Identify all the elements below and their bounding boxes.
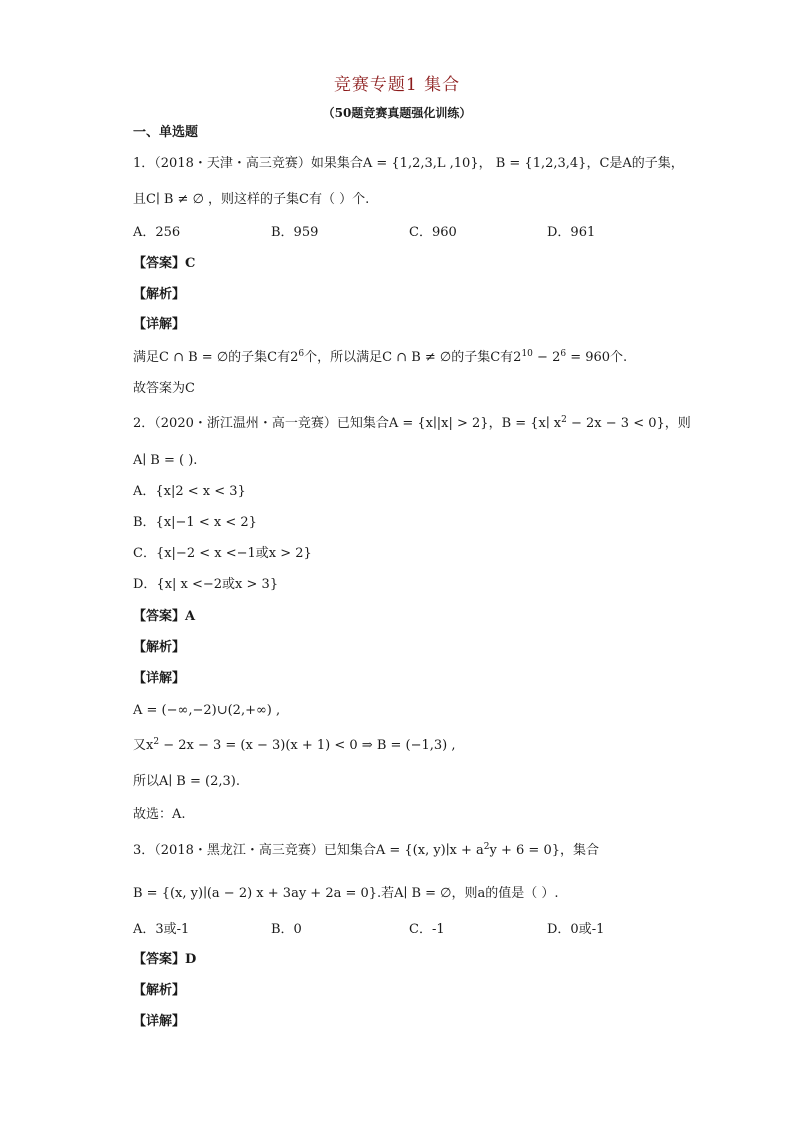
q1-stem-line2: 且C∣ B ≠ ∅ ，则这样的子集C有（ ）个. bbox=[133, 192, 370, 207]
q1-option-a: A．256 bbox=[133, 225, 181, 240]
page-subtitle: （50题竞赛真题强化训练） bbox=[322, 106, 472, 120]
q1-solution-line2: 故答案为C bbox=[133, 381, 195, 396]
q2-detail-label: 【详解】 bbox=[133, 671, 186, 686]
q2-analysis-label: 【解析】 bbox=[133, 640, 186, 655]
q3-stem-line1: 3．（2018・黑龙江・高三竞赛）已知集合A = {(x, y)∣x + $a^2y + 6 = 0$}，集合 bbox=[133, 842, 599, 858]
q2-stem-line2: A∣ B = ( ). bbox=[133, 453, 198, 468]
q3-stem-line2: B = {(x, y)∣(a − 2) x + 3ay + 2a = 0}.若A∣ B = ∅，则a的值是（ ）. bbox=[133, 886, 559, 901]
q1-stem-line1: 1．（2018・天津・高三竞赛）如果集合A = {1,2,3,L ,10}， B = {1,2,3,4}，C是A的子集， bbox=[133, 156, 684, 171]
q1-option-c: C．960 bbox=[409, 225, 457, 240]
q1-option-d: D．961 bbox=[547, 225, 596, 240]
q1-answer: 【答案】C bbox=[133, 256, 196, 271]
q1-option-b: B．959 bbox=[271, 225, 319, 240]
q2-option-c: C．{x|−2 < x <−1或x > 2} bbox=[133, 546, 312, 561]
q2-solution-line4: 故选：A. bbox=[133, 807, 186, 822]
q1-detail-label: 【详解】 bbox=[133, 317, 186, 332]
q1-analysis-label: 【解析】 bbox=[133, 287, 186, 302]
q1-solution-line1: 满足C ∩ B = ∅的子集C有$2^6$个，所以满足C ∩ B ≠ ∅的子集C有$2^{10} - 2^6 = 960$个. bbox=[133, 349, 628, 365]
q3-detail-label: 【详解】 bbox=[133, 1014, 186, 1029]
q2-solution-line3: 所以A∣ B = (2,3). bbox=[133, 774, 240, 789]
q3-option-c: C．-1 bbox=[409, 922, 445, 937]
q2-solution-line2: 又$x^2 - 2x - 3 = (x - 3)(x + 1) < 0$ ⇒ B = (−1,3) , bbox=[133, 737, 456, 753]
q2-solution-line1: A = (−∞,−2)∪(2,+∞) , bbox=[133, 703, 281, 718]
q3-option-b: B．0 bbox=[271, 922, 302, 937]
q3-option-d: D．0或-1 bbox=[547, 922, 605, 937]
q3-option-a: A．3或-1 bbox=[133, 922, 190, 937]
page-title: 竞赛专题1 集合 bbox=[333, 75, 461, 95]
section-heading: 一、单选题 bbox=[133, 125, 199, 140]
q2-answer: 【答案】A bbox=[133, 609, 196, 624]
q3-answer: 【答案】D bbox=[133, 952, 197, 967]
q3-analysis-label: 【解析】 bbox=[133, 983, 186, 998]
q2-option-d: D．{x| x <−2或x > 3} bbox=[133, 577, 279, 592]
q2-option-b: B．{x|−1 < x < 2} bbox=[133, 515, 257, 530]
q2-option-a: A．{x|2 < x < 3} bbox=[133, 484, 246, 499]
q2-stem-line1: 2．（2020・浙江温州・高一竞赛）已知集合A = {x∣|x| > 2}，B = {x∣ $x^2 - 2x - 3 < 0$}，则 bbox=[133, 415, 691, 431]
